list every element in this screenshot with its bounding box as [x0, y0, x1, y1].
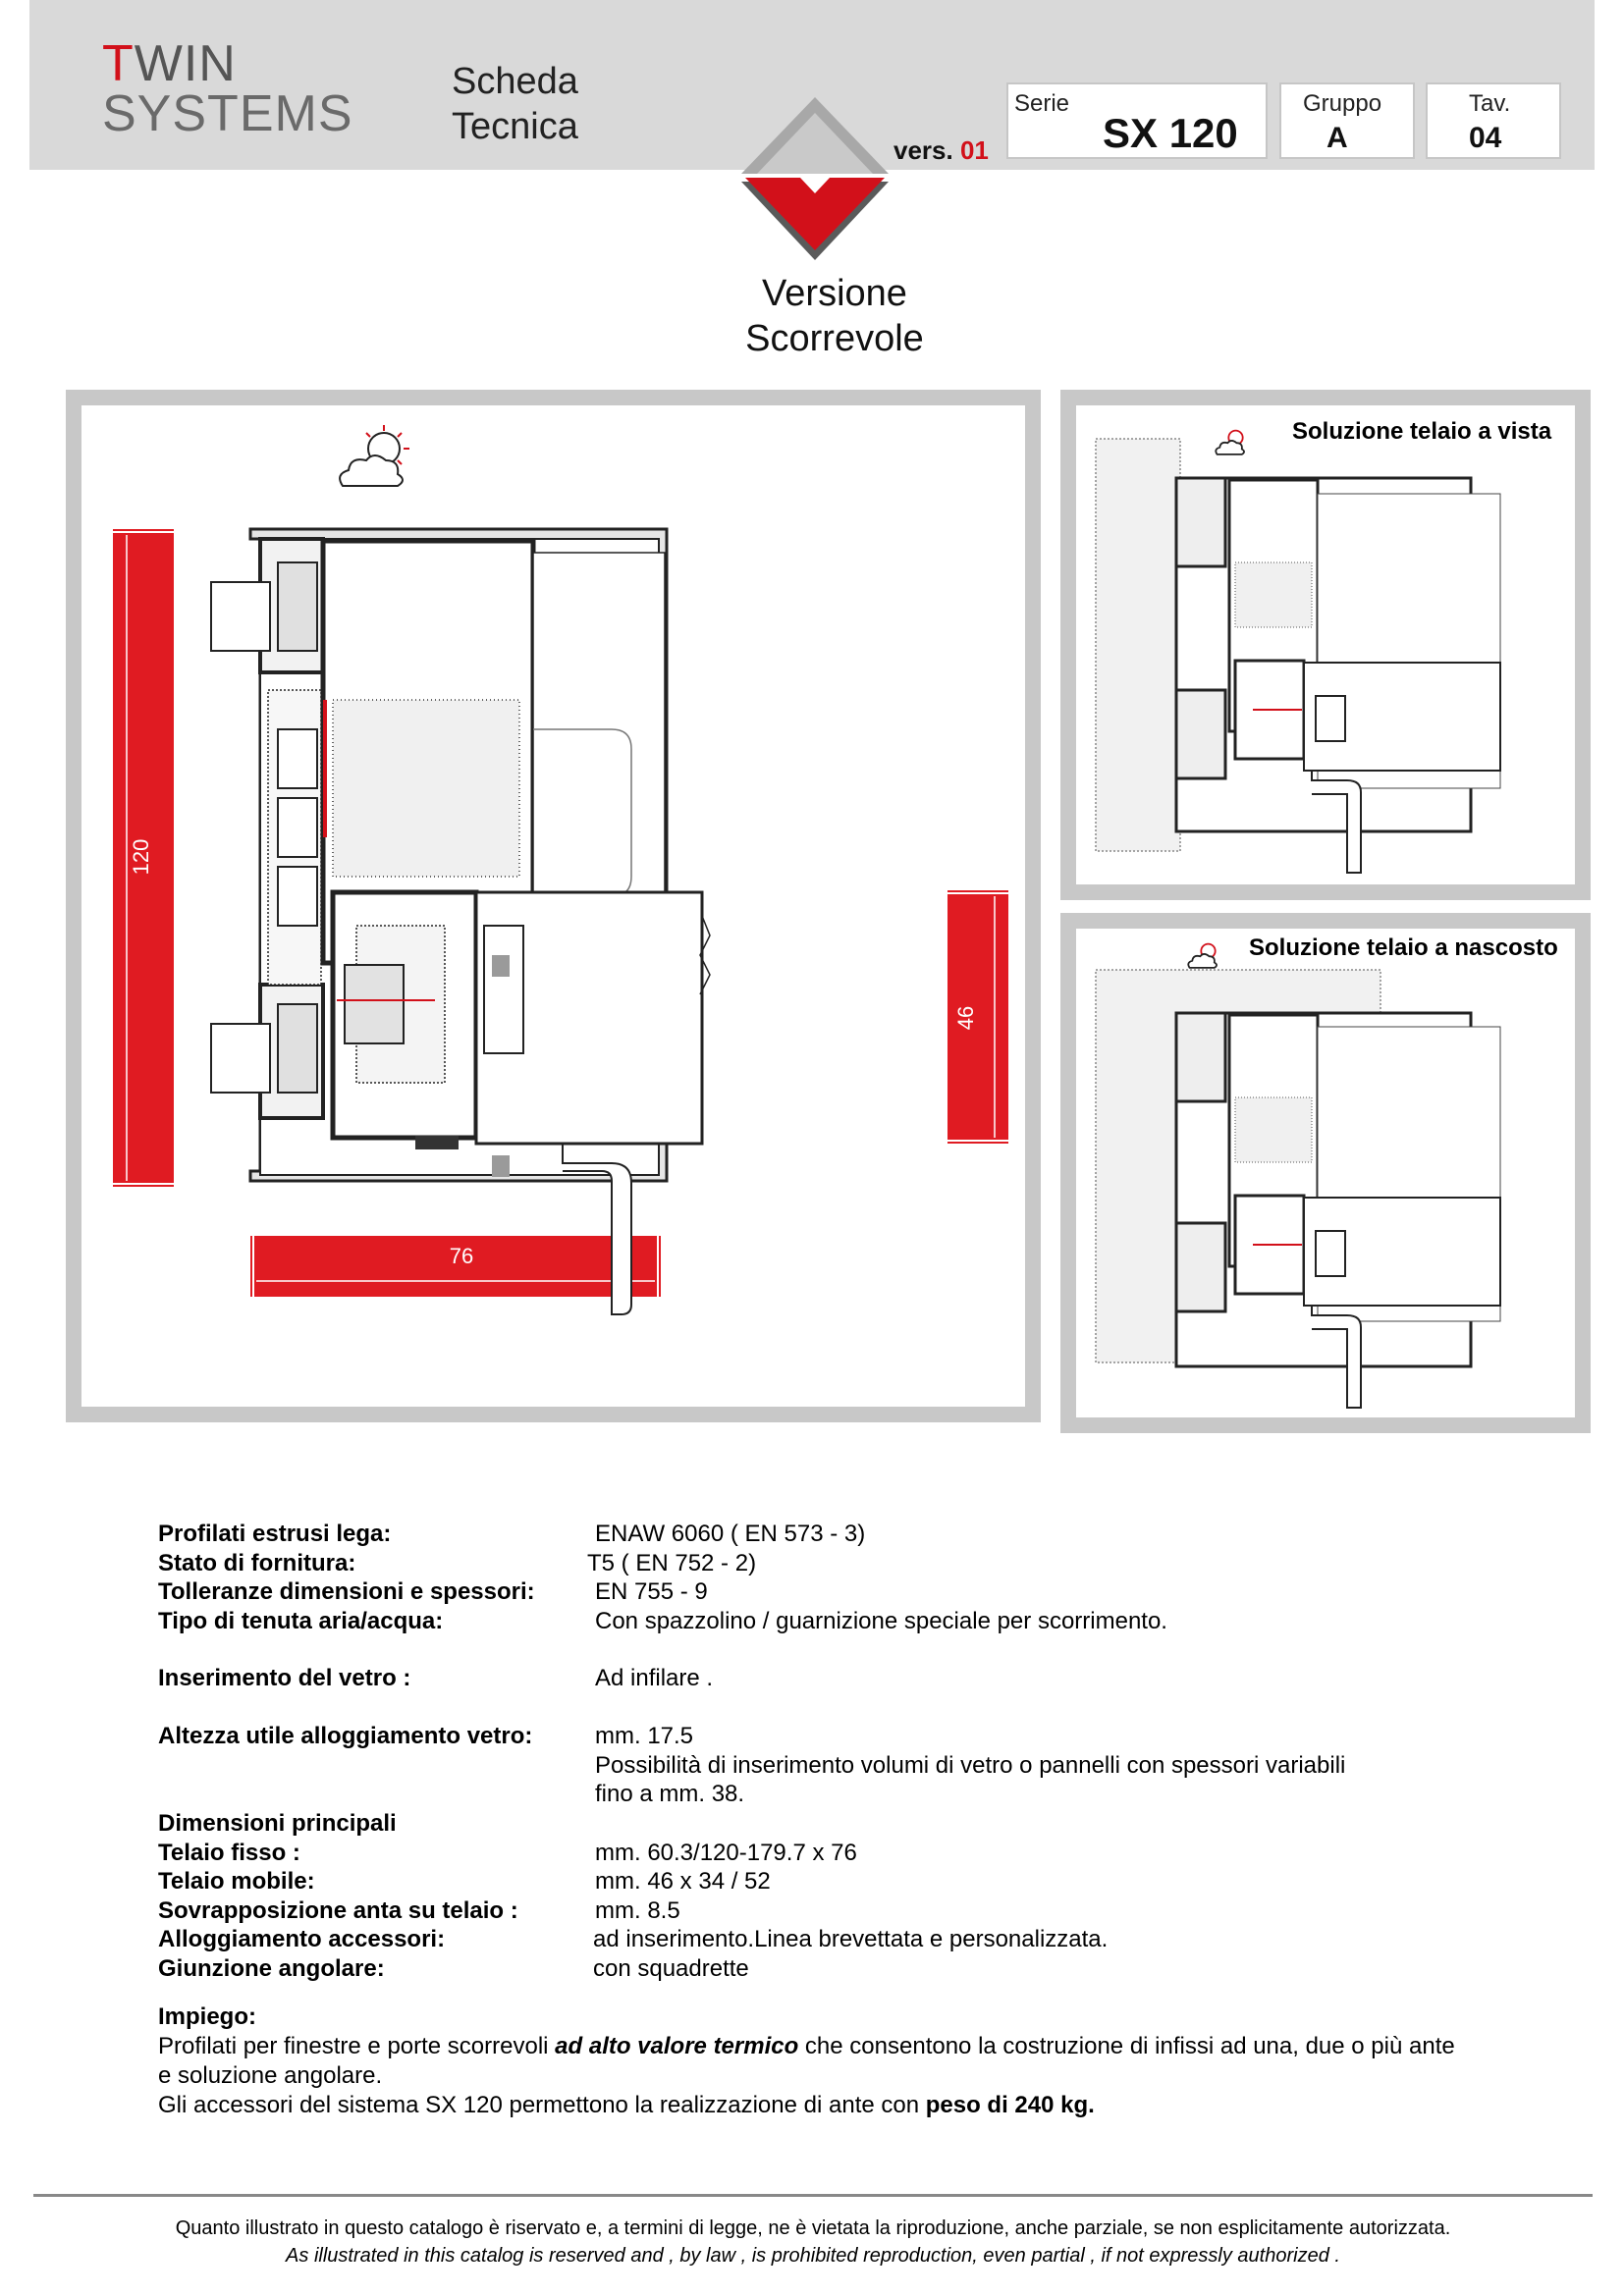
spec-value: ad inserimento.Linea brevettata e personalizzata. — [593, 1926, 1109, 1952]
spec-value: ENAW 6060 ( EN 573 - 3) — [595, 1521, 866, 1547]
tav-box — [1426, 82, 1561, 159]
impiego-line1: Profilati per finestre e porte scorrevoli ad alto valore termico che consentono la costruzione di infissi ad una, due o più ante — [158, 2033, 1455, 2059]
spec-label: Giunzione angolare: — [158, 1955, 385, 1982]
footer-notice — [33, 2215, 1593, 2269]
profile-section — [211, 529, 710, 1314]
sun-cloud-icon — [1216, 431, 1244, 454]
dimension-height-label: 120 — [129, 838, 153, 876]
gruppo-box — [1279, 82, 1415, 159]
impiego-section — [158, 2002, 1552, 2120]
side-title-vista: Soluzione telaio a vista — [1292, 418, 1552, 445]
serie-box — [1006, 82, 1268, 159]
logo-bottom-text: SYSTEMS — [102, 85, 353, 142]
diamond-emblem-icon — [731, 93, 898, 270]
spec-value: Possibilità di inserimento volumi di vetro o pannelli con spessori variabili — [595, 1752, 1346, 1779]
sun-cloud-icon — [1188, 944, 1217, 968]
spec-label: Inserimento del vetro : — [158, 1665, 411, 1691]
dimension-width-label: 76 — [449, 1244, 474, 1268]
spec-label: Telaio mobile: — [158, 1868, 315, 1895]
impiego-line2: e soluzione angolare. — [158, 2062, 383, 2089]
spec-value: con squadrette — [593, 1955, 749, 1982]
spec-label: Telaio fisso : — [158, 1840, 300, 1866]
spec-value: EN 755 - 9 — [595, 1578, 708, 1605]
dimension-width — [250, 1236, 661, 1297]
logo-letter-t: T — [102, 35, 135, 92]
gruppo-value: A — [1326, 122, 1348, 154]
logo-top-text: WIN — [134, 35, 237, 92]
spec-label: Alloggiamento accessori: — [158, 1926, 446, 1952]
doc-type-line2: Tecnica — [452, 106, 578, 147]
spec-value: mm. 46 x 34 / 52 — [595, 1868, 771, 1895]
footer-line-en: As illustrated in this catalog is reserved and , by law , is prohibited reproduction, even partial , if not expressly authorized . — [286, 2245, 1340, 2267]
impiego-heading: Impiego: — [158, 2003, 256, 2030]
dimension-sash-label: 46 — [953, 1005, 978, 1031]
sun-cloud-icon — [340, 425, 409, 486]
serie-label: Serie — [1014, 90, 1070, 117]
spec-value: mm. 8.5 — [595, 1897, 680, 1924]
spec-value: T5 ( EN 752 - 2) — [587, 1550, 757, 1576]
spec-label: Tolleranze dimensioni e spessori: — [158, 1578, 535, 1605]
spec-value: mm. 17.5 — [595, 1723, 694, 1749]
company-logo — [102, 35, 353, 142]
doc-type-line1: Scheda — [452, 61, 578, 102]
footer-line-it: Quanto illustrato in questo catalogo è riservato e, a termini di legge, ne è vietata la riproduzione, anche parziale, se non esplicitamente autorizzata. — [175, 2217, 1451, 2239]
serie-value: SX 120 — [1103, 110, 1238, 156]
document-type — [452, 59, 578, 149]
spec-label: Altezza utile alloggiamento vetro: — [158, 1723, 533, 1749]
spec-label: Tipo di tenuta aria/acqua: — [158, 1608, 444, 1634]
spec-label: Stato di fornitura: — [158, 1550, 356, 1576]
tav-label: Tav. — [1469, 90, 1511, 117]
version-number: 01 — [959, 135, 989, 165]
spec-label: Profilati estrusi lega: — [158, 1521, 392, 1547]
side-drawing-vista — [1076, 405, 1575, 884]
side-title-nascosto: Soluzione telaio a nascosto — [1249, 934, 1558, 961]
impiego-line3: Gli accessori del sistema SX 120 permettono la realizzazione di ante con peso di 240 kg. — [158, 2092, 1095, 2118]
main-section-drawing — [81, 405, 1025, 1407]
tav-value: 04 — [1469, 122, 1502, 154]
spec-value: Con spazzolino / guarnizione speciale per scorrimento. — [595, 1608, 1167, 1634]
side-drawing-nascosto — [1076, 929, 1575, 1417]
spec-value: fino a mm. 38. — [595, 1781, 745, 1807]
footer-divider — [33, 2194, 1593, 2197]
spec-label: Dimensioni principali — [158, 1810, 397, 1837]
spec-value: Ad infilare . — [595, 1665, 714, 1691]
spec-value: mm. 60.3/120-179.7 x 76 — [595, 1840, 857, 1866]
drawing-subtitle: Versione Scorrevole — [745, 273, 924, 359]
spec-label: Sovrapposizione anta su telaio : — [158, 1897, 518, 1924]
gruppo-label: Gruppo — [1303, 90, 1382, 117]
version-label: vers. 01 — [893, 135, 989, 165]
dimension-sash — [947, 890, 1008, 1144]
dimension-height — [113, 529, 174, 1187]
